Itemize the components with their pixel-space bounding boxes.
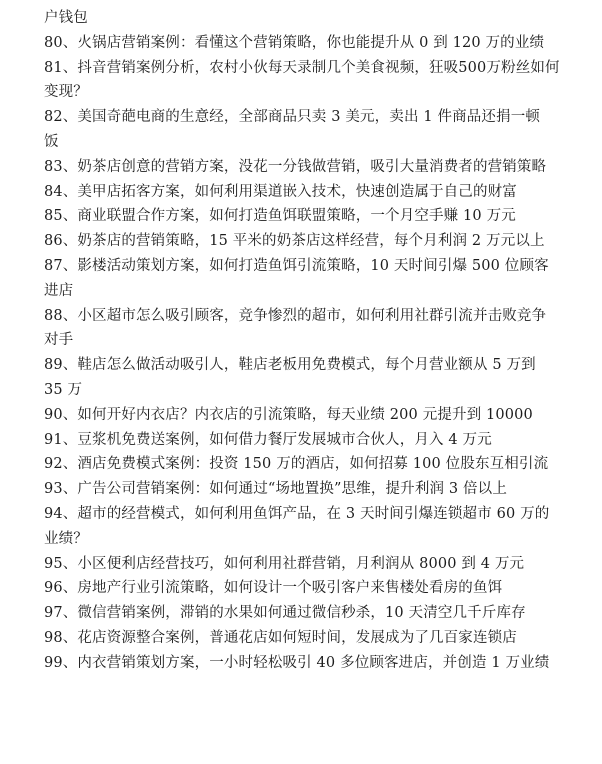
text-line: 86、奶茶店的营销策略，15 平米的奶茶店这样经营，每个月利润 2 万元以上 [44,233,545,250]
text-line: 98、花店资源整合案例，普通花店如何短时间，发展成为了几百家连锁店 [44,629,517,646]
text-line: 83、奶茶店创意的营销方案，没花一分钱做营销，吸引大量消费者的营销策略 [44,158,547,175]
text-line: 对手 [44,332,74,349]
text-line: 85、商业联盟合作方案，如何打造鱼饵联盟策略，一个月空手赚 10 万元 [44,208,516,225]
text-line: 户钱包 [44,10,88,26]
case-list [44,6,596,676]
text-line: 92、酒店免费模式案例：投资 150 万的酒店，如何招募 100 位股东互相引流 [44,456,549,473]
text-line: 90、如何开好内衣店？内衣店的引流策略，每天业绩 200 元提升到 10000 [44,406,533,423]
text-line: 87、影楼活动策划方案，如何打造鱼饵引流策略，10 天时间引爆 500 位顾客 [44,257,549,274]
text-line: 99、内衣营销策划方案，一小时轻松吸引 40 多位顾客进店，并创造 1 万业绩 [44,654,550,671]
text-line: 业绩？ [44,530,88,547]
text-line: 84、美甲店拓客方案，如何利用渠道嵌入技术，快速创造属于自己的财富 [44,183,517,200]
text-line: 变现？ [44,84,88,101]
text-line: 91、豆浆机免费送案例，如何借力餐厅发展城市合伙人，月入 4 万元 [44,431,492,448]
text-line: 88、小区超市怎么吸引顾客，竞争惨烈的超市，如何利用社群引流并击败竞争 [44,307,547,324]
text-line: 82、美国奇葩电商的生意经，全部商品只卖 3 美元，卖出 1 件商品还捐一顿 [44,109,541,126]
text-line: 80、火锅店营销案例：看懂这个营销策略，你也能提升从 0 到 120 万的业绩 [44,34,545,51]
text-line: 89、鞋店怎么做活动吸引人，鞋店老板用免费模式，每个月营业额从 5 万到 [44,357,536,374]
text-line: 饭 [44,133,59,150]
text-line: 35 万 [44,381,83,398]
text-line: 97、微信营销案例，滞销的水果如何通过微信秒杀，10 天清空几千斤库存 [44,605,526,622]
text-line: 96、房地产行业引流策略，如何设计一个吸引客户来售楼处看房的鱼饵 [44,580,503,597]
text-line: 81、抖音营销案例分析，农村小伙每天录制几个美食视频，狂吸500万粉丝如何 [44,59,560,76]
text-line: 95、小区便利店经营技巧，如何利用社群营销，月利润从 8000 到 4 万元 [44,555,525,572]
text-line: 进店 [44,282,74,299]
text-line: 93、广告公司营销案例：如何通过“场地置换”思维，提升利润 3 倍以上 [44,481,507,498]
text-line: 94、超市的经营模式，如何利用鱼饵产品，在 3 天时间引爆连锁超市 60 万的 [44,505,550,522]
